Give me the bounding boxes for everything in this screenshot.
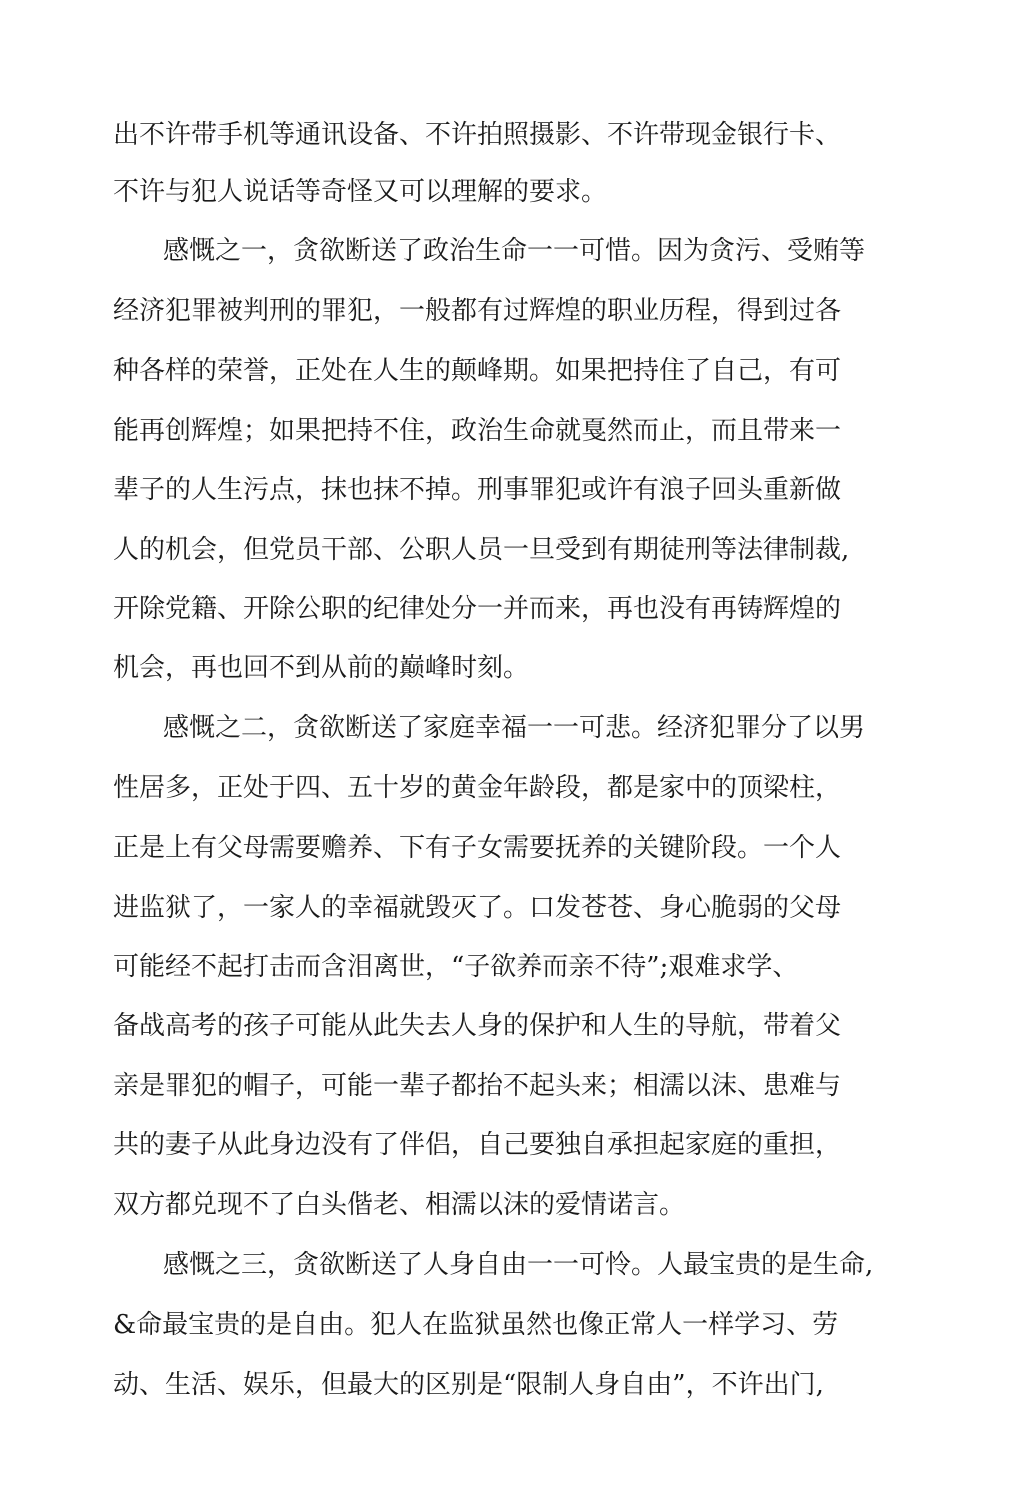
text-line: 经济犯罪被判刑的罪犯，一般都有过辉煌的职业历程，得到过各	[113, 296, 842, 326]
text-line: 正是上有父母需要赡养、下有子女需要抚养的关键阶段。一个人	[113, 833, 842, 863]
text-line: 出不许带手机等通讯设备、不许拍照摄影、不许带现金银行卡、	[113, 120, 842, 150]
text-line: 不许与犯人说话等奇怪又可以理解的要求。	[113, 177, 608, 207]
text-line: 能再创辉煌；如果把持不住，政治生命就戛然而止，而且带来一	[113, 416, 842, 446]
text-line: 种各样的荣誉，正处在人生的颠峰期。如果把持住了自己，有可	[113, 356, 842, 386]
text-line: 性居多，正处于四、五十岁的黄金年龄段，都是家中的顶梁柱，	[113, 773, 842, 803]
text-line: 机会，再也回不到从前的巅峰时刻。	[113, 653, 530, 683]
paragraph-3-start: 感慨之三，贪欲断送了人身自由一一可怜。人最宝贵的是生命,	[163, 1250, 874, 1280]
paragraph-1-start: 感慨之一，贪欲断送了政治生命一一可惜。因为贪污、受贿等	[163, 236, 866, 266]
text-line: 共的妻子从此身边没有了伴侣，自己要独自承担起家庭的重担，	[113, 1130, 842, 1160]
text-line: 双方都兑现不了白头偕老、相濡以沫的爱情诺言。	[113, 1190, 686, 1220]
text-line: 亲是罪犯的帽子，可能一辈子都抬不起头来；相濡以沫、患难与	[113, 1071, 842, 1101]
text-line: 进监狱了，一家人的幸福就毁灭了。口发苍苍、身心脆弱的父母	[113, 893, 842, 923]
text-line: 人的机会，但党员干部、公职人员一旦受到有期徒刑等法律制裁,	[113, 535, 850, 565]
paragraph-2-start: 感慨之二，贪欲断送了家庭幸福一一可悲。经济犯罪分了以男	[163, 713, 866, 743]
text-line: 动、生活、娱乐，但最大的区别是“限制人身自由”，不许出门,	[113, 1370, 824, 1400]
text-line: 可能经不起打击而含泪离世，“子欲养而亲不待”;艰难求学、	[113, 952, 799, 982]
text-line: 辈子的人生污点，抹也抹不掉。刑事罪犯或许有浪子回头重新做	[113, 475, 842, 505]
text-line: 开除党籍、开除公职的纪律处分一并而来，再也没有再铸辉煌的	[113, 594, 842, 624]
text-line: &命最宝贵的是自由。犯人在监狱虽然也像正常人一样学习、劳	[113, 1310, 839, 1340]
text-line: 备战高考的孩子可能从此失去人身的保护和人生的导航，带着父	[113, 1011, 842, 1041]
